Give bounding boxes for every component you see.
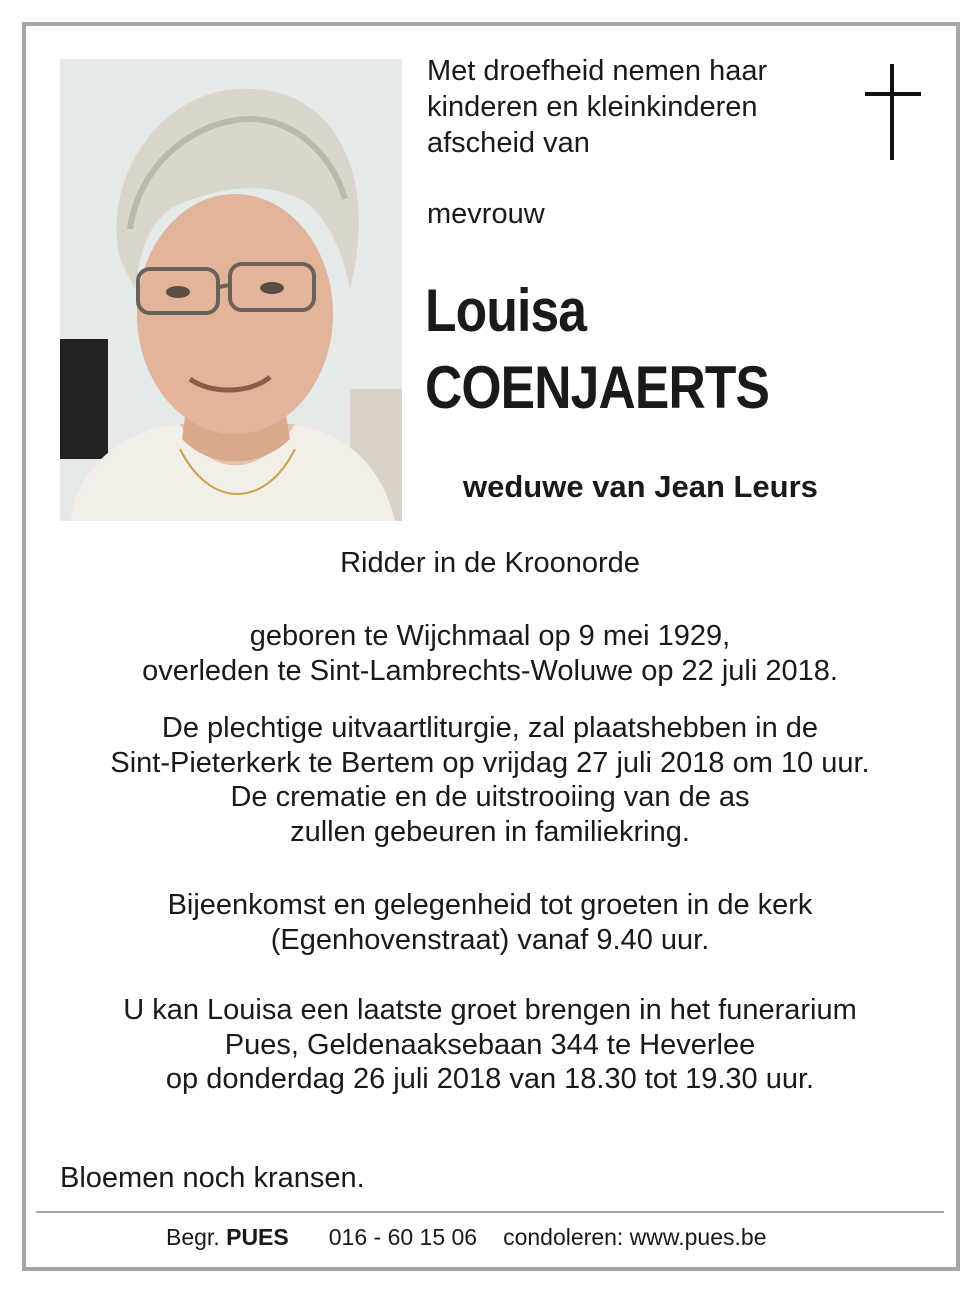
intro-line: kinderen en kleinkinderen (427, 91, 758, 123)
honor-line (0, 546, 980, 581)
deceased-first-name: Louisa (425, 277, 587, 344)
ceremony-line: De plechtige uitvaartliturgie, zal plaatshebben in de (161, 712, 819, 744)
intro-line: Met droefheid nemen haar (427, 55, 768, 87)
footer-divider (36, 1211, 944, 1213)
meeting-line: (Egenhovenstraat) vanaf 9.40 uur. (270, 923, 710, 956)
funerarium-info (0, 993, 980, 1097)
footer-phone: 016 - 60 15 06 (328, 1224, 478, 1250)
life-dates (0, 619, 980, 688)
flowers-note: Bloemen noch kransen. (60, 1162, 365, 1194)
ceremony-line: Sint-Pieterkerk te Bertem op vrijdag 27 juli 2018 om 10 uur. (110, 746, 870, 779)
cross-icon (865, 64, 921, 160)
widow-of-line: weduwe van Jean Leurs (463, 469, 818, 504)
footer-prefix: Begr. (166, 1224, 227, 1250)
intro-text (427, 53, 767, 161)
meeting-line: Bijeenkomst en gelegenheid tot groeten in de kerk (167, 889, 813, 921)
deceased-last-name: COENJAERTS (425, 354, 770, 421)
footer-company: PUES (226, 1224, 289, 1250)
honor-text: Ridder in de Kroonorde (340, 547, 640, 579)
meeting-info (0, 888, 980, 957)
funerarium-line: Pues, Geldenaaksebaan 344 te Heverlee (224, 1028, 756, 1061)
funerarium-line: op donderdag 26 juli 2018 van 18.30 tot 19.30 uur. (165, 1063, 815, 1095)
honorific: mevrouw (427, 198, 545, 230)
funerarium-line: U kan Louisa een laatste groet brengen in het funerarium (123, 994, 857, 1026)
ceremony-info (0, 711, 980, 849)
ceremony-line: De crematie en de uitstrooiing van de as (230, 781, 750, 813)
footer-condolences: condoleren: www.pues.be (503, 1224, 767, 1250)
death-line: overleden te Sint-Lambrechts-Woluwe op 22 juli 2018. (142, 654, 838, 687)
birth-line: geboren te Wijchmaal op 9 mei 1929, (249, 620, 731, 652)
intro-line: afscheid van (427, 127, 590, 159)
footer (166, 1222, 766, 1252)
ceremony-line: zullen gebeuren in familiekring. (290, 815, 690, 848)
portrait-illustration (60, 59, 402, 521)
portrait-photo (60, 59, 402, 521)
